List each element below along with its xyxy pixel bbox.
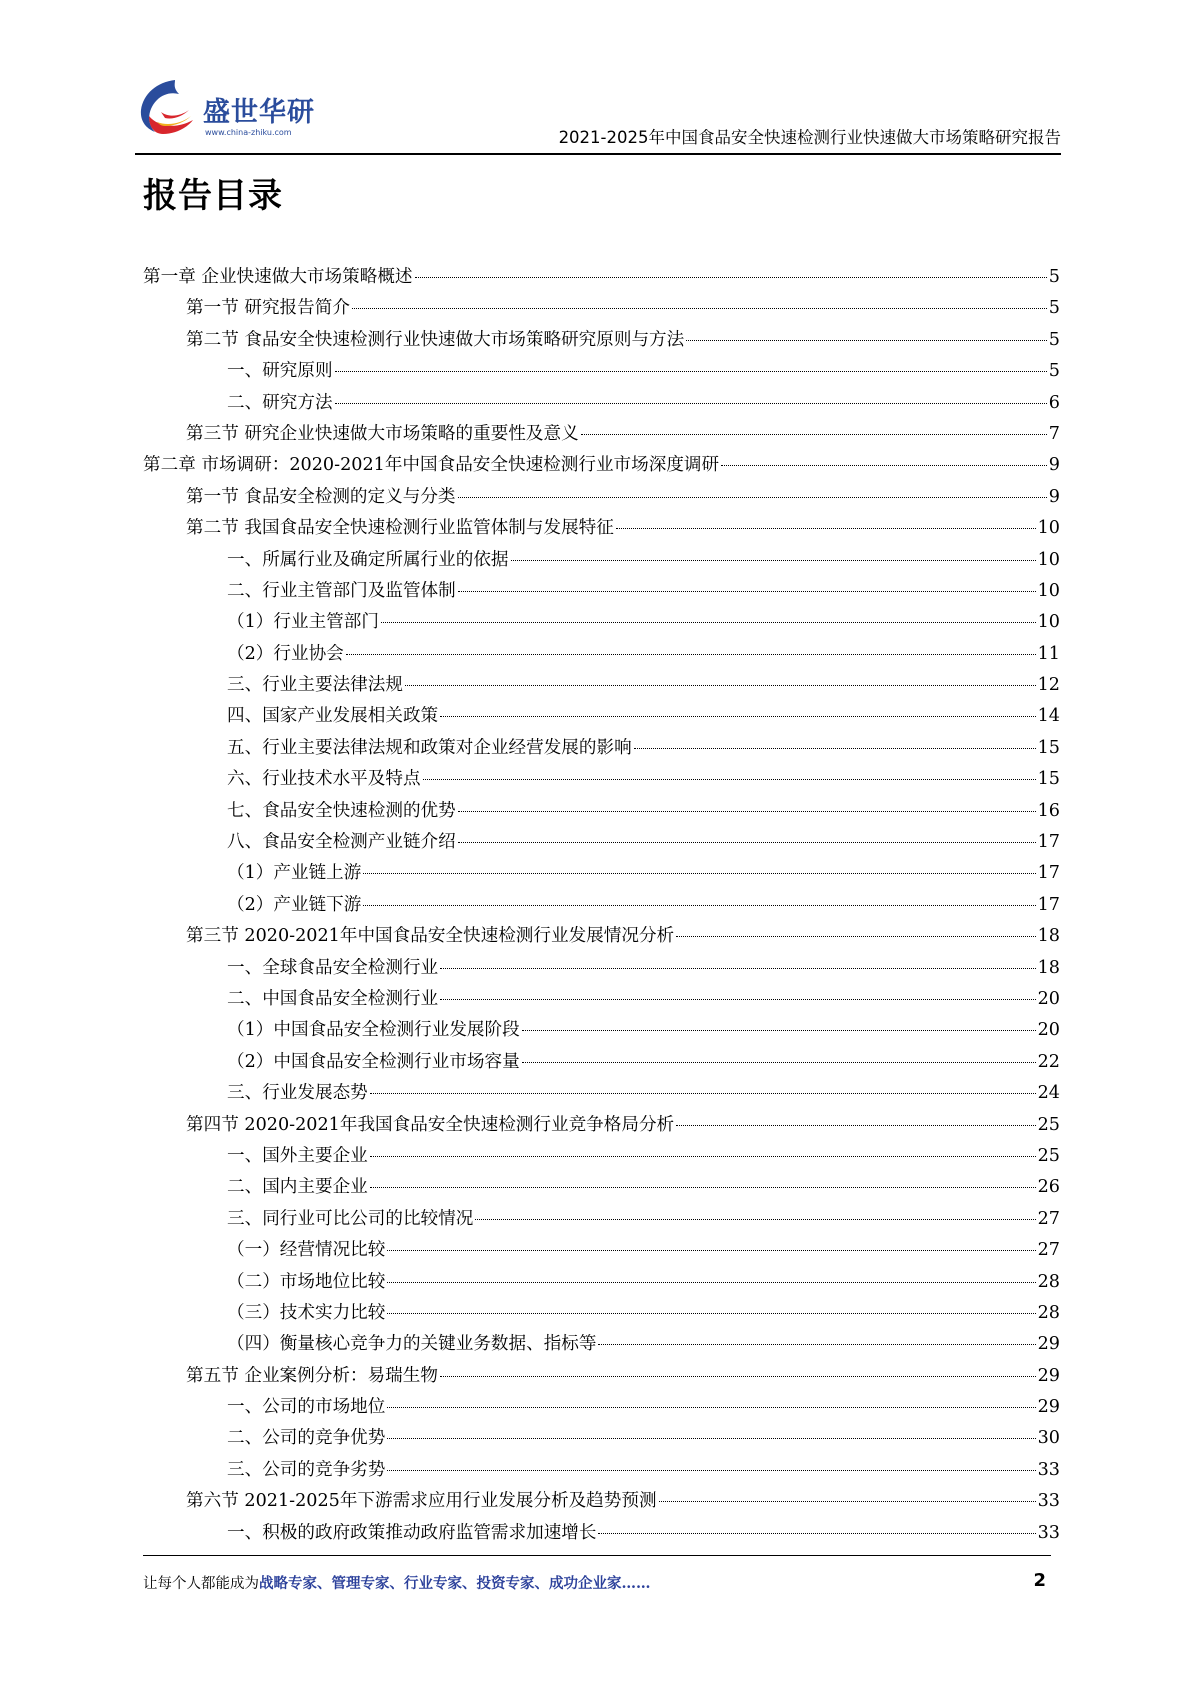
toc-dot-leader — [387, 1282, 1035, 1283]
toc-entry-page: 29 — [1037, 1334, 1060, 1355]
toc-dot-leader — [598, 1344, 1035, 1345]
toc-dot-leader — [511, 560, 1036, 561]
toc-dot-leader — [634, 748, 1036, 749]
toc-entry-page: 15 — [1037, 769, 1060, 790]
toc-entry-label: 三、同行业可比公司的比较情况 — [227, 1208, 474, 1229]
toc-entry-page: 17 — [1037, 832, 1060, 853]
toc-entry[interactable] — [143, 1172, 1060, 1203]
toc-entry-label: 第二节 我国食品安全快速检测行业监管体制与发展特征 — [186, 518, 614, 539]
toc-entry-page: 25 — [1037, 1114, 1060, 1135]
toc-dot-leader — [458, 591, 1036, 592]
toc-entry-page: 17 — [1037, 894, 1060, 915]
toc-entry[interactable] — [143, 890, 1060, 921]
toc-entry-label: 第五节 企业案例分析：易瑞生物 — [186, 1365, 438, 1386]
toc-entry[interactable] — [143, 1047, 1060, 1078]
toc-entry-label: 八、食品安全检测产业链介绍 — [227, 832, 456, 853]
toc-dot-leader — [370, 1187, 1036, 1188]
toc-dot-leader — [440, 968, 1035, 969]
toc-entry[interactable] — [143, 1141, 1060, 1172]
toc-dot-leader — [676, 1125, 1035, 1126]
toc-entry[interactable] — [143, 670, 1060, 701]
toc-entry[interactable] — [143, 1015, 1060, 1046]
footer-slogan — [143, 1572, 651, 1593]
toc-entry[interactable] — [143, 796, 1060, 827]
toc-entry-label: （二）市场地位比较 — [227, 1271, 386, 1292]
toc-entry-page: 27 — [1037, 1240, 1060, 1261]
toc-entry-label: 三、行业主要法律法规 — [227, 675, 403, 696]
toc-entry[interactable] — [143, 1518, 1060, 1549]
toc-entry-page: 10 — [1037, 580, 1060, 601]
toc-entry-page: 18 — [1037, 926, 1060, 947]
toc-entry[interactable] — [143, 1267, 1060, 1298]
running-header-title: 2021-2025年中国食品安全快速检测行业快速做大市场策略研究报告 — [558, 128, 1061, 147]
footer-divider — [143, 1555, 1051, 1556]
toc-entry-label: 一、积极的政府政策推动政府监管需求加速增长 — [227, 1522, 597, 1543]
toc-entry-label: 第三节 研究企业快速做大市场策略的重要性及意义 — [186, 423, 579, 444]
toc-entry[interactable] — [143, 545, 1060, 576]
toc-dot-leader — [458, 811, 1036, 812]
toc-entry-label: 第四节 2020-2021年我国食品安全快速检测行业竞争格局分析 — [186, 1114, 675, 1135]
toc-entry[interactable] — [143, 576, 1060, 607]
toc-entry[interactable] — [143, 639, 1060, 670]
toc-entry[interactable] — [143, 984, 1060, 1015]
toc-entry-label: 六、行业技术水平及特点 — [227, 769, 421, 790]
toc-entry-label: 第一节 食品安全检测的定义与分类 — [186, 486, 456, 507]
toc-entry-label: 二、研究方法 — [227, 392, 333, 413]
toc-entry-page: 5 — [1048, 298, 1060, 319]
slogan-prefix: 让每个人都能成为 — [143, 1576, 259, 1592]
toc-entry-label: （2）中国食品安全检测行业市场容量 — [227, 1051, 520, 1072]
toc-entry-label: 第一章 企业快速做大市场策略概述 — [143, 267, 413, 287]
toc-entry[interactable] — [143, 1486, 1060, 1517]
toc-dot-leader — [721, 465, 1047, 466]
logo-url: www.china-zhiku.com — [205, 128, 292, 137]
toc-entry[interactable] — [143, 1110, 1060, 1141]
toc-entry-page: 9 — [1048, 486, 1060, 507]
toc-dot-leader — [335, 403, 1047, 404]
toc-entry-label: 第三节 2020-2021年中国食品安全快速检测行业发展情况分析 — [186, 926, 675, 947]
toc-entry-label: 三、公司的竞争劣势 — [227, 1459, 386, 1480]
toc-dot-leader — [686, 340, 1047, 341]
toc-entry[interactable] — [143, 325, 1060, 356]
toc-entry-label: 二、公司的竞争优势 — [227, 1428, 386, 1449]
toc-entry[interactable] — [143, 1204, 1060, 1235]
toc-entry-label: （2）行业协会 — [227, 643, 344, 664]
toc-entry-page: 9 — [1048, 455, 1060, 476]
toc-dot-leader — [335, 371, 1047, 372]
toc-entry-page: 14 — [1037, 706, 1060, 727]
toc-entry[interactable] — [143, 733, 1060, 764]
toc-entry-label: 一、国外主要企业 — [227, 1145, 368, 1166]
toc-entry-label: 二、中国食品安全检测行业 — [227, 988, 439, 1009]
toc-dot-leader — [440, 1376, 1036, 1377]
toc-dot-leader — [405, 685, 1036, 686]
toc-entry-page: 28 — [1037, 1271, 1060, 1292]
toc-entry[interactable] — [143, 513, 1060, 544]
toc-entry-label: （2）产业链下游 — [227, 894, 362, 915]
toc-entry-page: 5 — [1048, 267, 1060, 287]
toc-dot-leader — [346, 654, 1036, 655]
company-logo — [135, 76, 315, 146]
toc-entry[interactable] — [143, 1361, 1060, 1392]
toc-entry-page: 26 — [1037, 1177, 1060, 1198]
toc-entry-page: 5 — [1048, 329, 1060, 350]
toc-entry-label: （四）衡量核心竞争力的关键业务数据、指标等 — [227, 1334, 597, 1355]
toc-entry-page: 30 — [1037, 1428, 1060, 1449]
toc-entry-page: 29 — [1037, 1365, 1060, 1386]
toc-entry-label: 二、国内主要企业 — [227, 1177, 368, 1198]
toc-entry-page: 6 — [1048, 392, 1060, 413]
toc-dot-leader — [387, 1470, 1035, 1471]
toc-entry[interactable] — [143, 858, 1060, 889]
toc-entry-page: 10 — [1037, 612, 1060, 633]
toc-entry-label: 第二节 食品安全快速检测行业快速做大市场策略研究原则与方法 — [186, 329, 685, 350]
toc-dot-leader — [370, 1156, 1036, 1157]
toc-entry[interactable] — [143, 482, 1060, 513]
toc-entry[interactable] — [143, 1455, 1060, 1486]
toc-entry-label: 一、研究原则 — [227, 361, 333, 382]
toc-entry-page: 15 — [1037, 737, 1060, 758]
toc-entry-page: 10 — [1037, 518, 1060, 539]
toc-entry-label: 第一节 研究报告简介 — [186, 298, 350, 319]
toc-entry-page: 5 — [1048, 361, 1060, 382]
header-divider — [135, 153, 1061, 155]
toc-entry-label: 五、行业主要法律法规和政策对企业经营发展的影响 — [227, 737, 632, 758]
toc-entry[interactable] — [143, 388, 1060, 419]
toc-dot-leader — [522, 1062, 1036, 1063]
toc-entry-label: （1）中国食品安全检测行业发展阶段 — [227, 1020, 520, 1041]
toc-dot-leader — [387, 1407, 1035, 1408]
toc-entry-page: 16 — [1037, 800, 1060, 821]
toc-dot-leader — [387, 1313, 1035, 1314]
toc-dot-leader — [581, 434, 1047, 435]
toc-entry[interactable] — [143, 921, 1060, 952]
toc-dot-leader — [458, 842, 1036, 843]
toc-entry-label: 四、国家产业发展相关政策 — [227, 706, 439, 727]
toc-dot-leader — [423, 779, 1036, 780]
toc-entry[interactable] — [143, 1423, 1060, 1454]
toc-entry[interactable] — [143, 1298, 1060, 1329]
toc-dot-leader — [475, 1219, 1035, 1220]
toc-dot-leader — [440, 716, 1035, 717]
toc-entry-page: 24 — [1037, 1083, 1060, 1104]
toc-entry-page: 33 — [1037, 1491, 1060, 1512]
toc-dot-leader — [522, 1030, 1036, 1031]
toc-dot-leader — [387, 1438, 1035, 1439]
toc-entry-label: 一、所属行业及确定所属行业的依据 — [227, 549, 509, 570]
toc-entry[interactable] — [143, 293, 1060, 324]
toc-dot-leader — [598, 1533, 1035, 1534]
toc-dot-leader — [381, 622, 1036, 623]
toc-entry[interactable] — [143, 1392, 1060, 1423]
toc-entry-label: 一、公司的市场地位 — [227, 1397, 386, 1418]
toc-dot-leader — [458, 497, 1047, 498]
toc-entry-label: 第六节 2021-2025年下游需求应用行业发展分析及趋势预测 — [186, 1491, 657, 1512]
toc-entry-page: 18 — [1037, 957, 1060, 978]
toc-entry-page: 17 — [1037, 863, 1060, 884]
toc-dot-leader — [440, 999, 1035, 1000]
toc-entry-page: 33 — [1037, 1459, 1060, 1480]
toc-entry[interactable] — [143, 356, 1060, 387]
toc-entry[interactable] — [143, 701, 1060, 732]
toc-entry[interactable] — [143, 262, 1060, 293]
toc-dot-leader — [363, 873, 1035, 874]
slogan-highlight: 战略专家、管理专家、行业专家、投资专家、成功企业家…… — [259, 1575, 651, 1592]
toc-entry-page: 20 — [1037, 988, 1060, 1009]
toc-entry-page: 11 — [1037, 643, 1060, 664]
page-number: 2 — [1033, 1570, 1046, 1591]
toc-dot-leader — [616, 528, 1036, 529]
logo-name: 盛世华研 — [203, 97, 315, 128]
toc-dot-leader — [659, 1501, 1036, 1502]
toc-dot-leader — [387, 1250, 1035, 1251]
toc-entry-label: （1）产业链上游 — [227, 863, 362, 884]
toc-entry-page: 29 — [1037, 1397, 1060, 1418]
toc-entry[interactable] — [143, 1078, 1060, 1109]
toc-entry-label: （1）行业主管部门 — [227, 612, 379, 633]
toc-heading: 报告目录 — [143, 176, 283, 216]
toc-dot-leader — [363, 905, 1035, 906]
toc-entry-label: 第二章 市场调研：2020-2021年中国食品安全快速检测行业市场深度调研 — [143, 455, 720, 476]
toc-entry-label: （一）经营情况比较 — [227, 1240, 386, 1261]
toc-entry-label: 三、行业发展态势 — [227, 1083, 368, 1104]
toc-entry[interactable] — [143, 607, 1060, 638]
toc-dot-leader — [676, 936, 1035, 937]
toc-entry-page: 22 — [1037, 1051, 1060, 1072]
toc-entry-page: 25 — [1037, 1145, 1060, 1166]
logo-swirl-icon — [135, 76, 205, 142]
toc-entry-page: 10 — [1037, 549, 1060, 570]
toc-dot-leader — [415, 277, 1047, 278]
toc-entry[interactable] — [143, 1329, 1060, 1360]
toc-dot-leader — [352, 308, 1047, 309]
toc-entry[interactable] — [143, 450, 1060, 481]
toc-entry-label: 七、食品安全快速检测的优势 — [227, 800, 456, 821]
toc-entry-page: 28 — [1037, 1302, 1060, 1323]
toc-entry[interactable] — [143, 827, 1060, 858]
toc-entry[interactable] — [143, 1235, 1060, 1266]
toc-entry-page: 20 — [1037, 1020, 1060, 1041]
toc-entry[interactable] — [143, 764, 1060, 795]
toc-entry-label: 一、全球食品安全检测行业 — [227, 957, 439, 978]
table-of-contents — [143, 262, 1060, 1549]
toc-entry[interactable] — [143, 953, 1060, 984]
toc-entry-page: 12 — [1037, 675, 1060, 696]
toc-entry-label: 二、行业主管部门及监管体制 — [227, 580, 456, 601]
toc-entry-page: 7 — [1048, 423, 1060, 444]
toc-entry-label: （三）技术实力比较 — [227, 1302, 386, 1323]
toc-entry-page: 33 — [1037, 1522, 1060, 1543]
toc-entry-page: 27 — [1037, 1208, 1060, 1229]
toc-entry[interactable] — [143, 419, 1060, 450]
toc-dot-leader — [370, 1093, 1036, 1094]
